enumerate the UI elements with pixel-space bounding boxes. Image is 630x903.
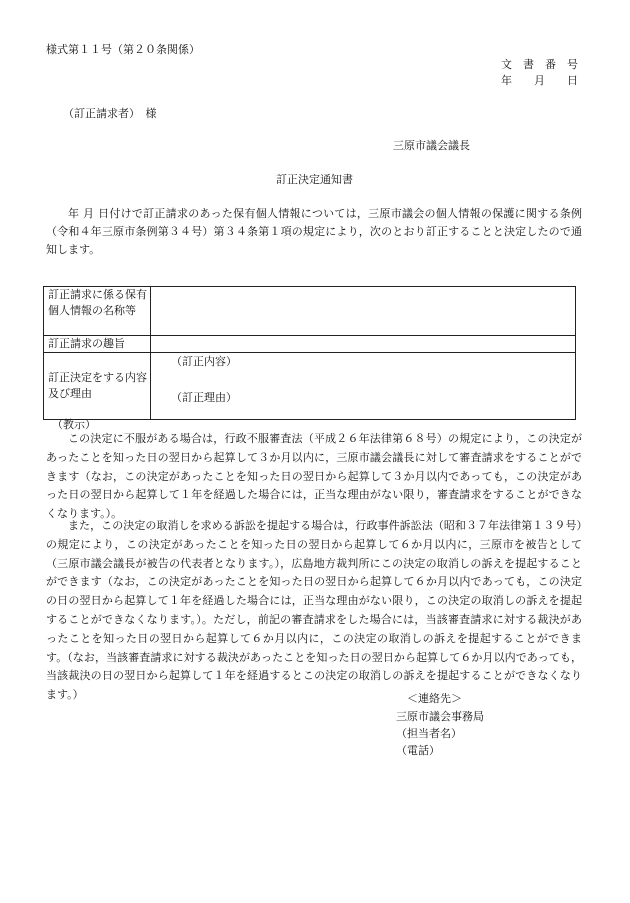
info-name-label: 訂正請求に係る保有個人情報の名称等 [44,287,151,336]
issue-date: 年 月 日 [501,74,578,87]
intro-paragraph: 年 月 日付けで訂正請求のあった保有個人情報については，三原市議会の個人情報の保護に関する条例（令和４年三原市条例第３４号）第３４条第１項の規定により，次のとおり訂正することと決定したので通知します。 [46,207,582,257]
info-name-value [151,287,576,336]
contact-person: （担当者名） [396,727,462,740]
contact-office: 三原市議会事務局 [396,710,484,723]
notice-heading: （教示） [52,418,96,431]
document-number: 文 書 番 号 [501,58,578,71]
contact-heading: ＜連絡先＞ [407,692,462,705]
contact-phone: （電話） [396,744,440,757]
addressee: （訂正請求者） 様 [63,107,157,120]
form-number: 様式第１１号（第２０条関係） [46,43,200,56]
decision-content-value [151,352,576,419]
correction-reason-label: （訂正理由） [171,390,237,404]
correction-content-label: （訂正内容） [171,354,237,368]
request-purpose-label: 訂正請求の趣旨 [44,336,151,353]
notice-paragraph-1: この決定に不服がある場合は，行政不服審査法（平成２６年法律第６８号）の規定により，この決定があったことを知った日の翌日から起算して３か月以内に，三原市議会議長に対して審査請求をすることができます（なお，この決定があったことを知った日の翌日から起算して３か月以内であっても，この決定があった日の翌日から起算して１年を経過した場合には，正当な理由がない限り，審査請求をすることができなくなります。）。 [46,432,582,521]
decision-content-label: 訂正決定をする内容及び理由 [44,352,151,419]
request-purpose-value [151,336,576,353]
decision-table [43,286,576,420]
notice-paragraph-2: また，この決定の取消しを求める訴訟を提起する場合は，行政事件訴訟法（昭和３７年法律第１３９号）の規定により，この決定があったことを知った日の翌日から起算して６か月以内に，三原市を被告として（三原市議会議長が被告の代表者となります。），広島地方裁判所にこの決定の取消しの訴えを提起することができます（なお，この決定があったことを知った日の翌日から起算して６か月以内であっても，この決定の日の翌日から起算して１年を経過した場合には，正当な理由がない限り，この決定の取消しの訴えを提起することができなくなります。）。ただし，前記の審査請求をした場合には，当該審査請求に対する裁決があったことを知った日の翌日から起算して６か月以内に，この決定の取消しの訴えを提起することができます。（なお，当該審査請求に対する裁決があったことを知った日の翌日から起算して６か月以内であっても，当該裁決の日の翌日から起算して１年を経過するとこの決定の取消しの訴えを提起することができなくなります。） [46,519,582,702]
page-title: 訂正決定通知書 [276,173,353,186]
sender: 三原市議会議長 [393,139,470,152]
